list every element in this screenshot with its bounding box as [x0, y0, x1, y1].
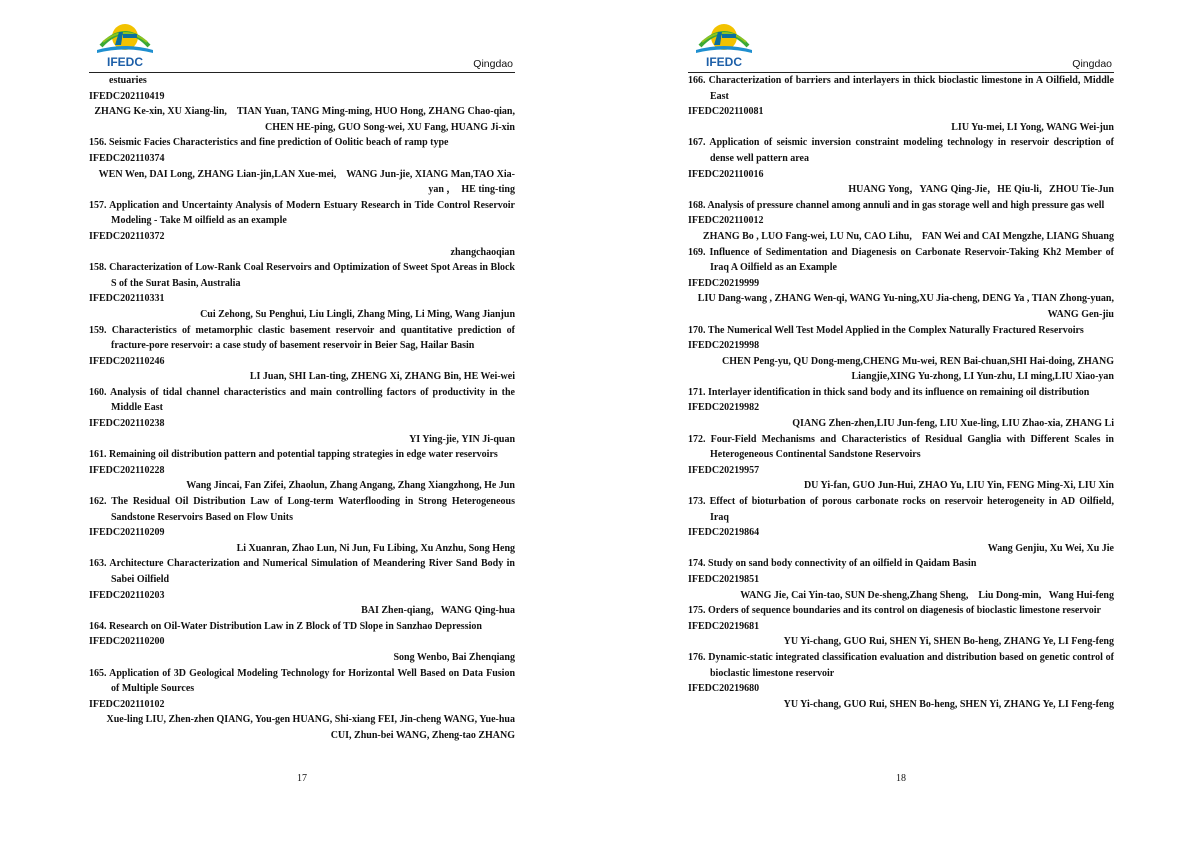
- paper-entry: [89, 494, 515, 556]
- paper-authors: LIU Yu-mei, LI Yong, WANG Wei-jun: [951, 121, 1114, 133]
- paper-title: 170. The Numerical Well Test Model Applied in the Complex Naturally Fractured Reservoirs: [688, 324, 1084, 336]
- header-city: Qingdao: [473, 58, 513, 70]
- continued-title-line: estuaries: [109, 75, 147, 86]
- paper-authors: DU Yi-fan, GUO Jun-Hui, ZHAO Yu, LIU Yin, FENG Ming-Xi, LIU Xin: [803, 480, 1114, 492]
- paper-entry: [89, 447, 515, 494]
- paper-title: 175. Orders of sequence boundaries and its control on diagenesis of bioclastic limestone reservoir: [688, 605, 1101, 617]
- paper-entry: [688, 385, 1114, 432]
- paper-list: [688, 73, 1114, 712]
- paper-code: IFEDC20219998: [688, 340, 760, 352]
- paper-title: 169. Influence of Sedimentation and Diagenesis on Carbonate Reservoir-Taking Kh2 Member of Iraq A Oilfield as an Example: [688, 246, 1114, 274]
- paper-authors: Xue-ling LIU, Zhen-zhen QIANG, You-gen HUANG, Shi-xiang FEI, Jin-cheng WANG, Yue-hua CUI, Zhun-bei WANG, Zheng-tao ZHANG: [106, 714, 515, 741]
- ifedc-logo: [93, 18, 157, 70]
- page-number: 17: [297, 773, 307, 784]
- paper-code: IFEDC20219680: [688, 683, 760, 695]
- paper-title: 168. Analysis of pressure channel among annuli and in gas storage well and high pressure gas well: [688, 199, 1105, 211]
- paper-code: IFEDC202110246: [89, 355, 165, 367]
- paper-code: IFEDC202110419: [89, 90, 165, 102]
- paper-entry: [688, 73, 1114, 135]
- paper-title: 173. Effect of bioturbation of porous carbonate rocks on reservoir heterogeneity in AD Oilfield, Iraq: [688, 496, 1114, 523]
- paper-entry: [688, 198, 1114, 245]
- paper-title: 163. Architecture Characterization and Numerical Simulation of Meandering River Sand Body in Sabei Oilfield: [89, 558, 515, 585]
- paper-authors: YU Yi-chang, GUO Rui, SHEN Yi, SHEN Bo-heng, ZHANG Ye, LI Feng-feng: [783, 636, 1114, 648]
- paper-title: 159. Characteristics of metamorphic clastic basement reservoir and quantitative prediction of fracture-pore reservoir: a case study of basement reservoir in Beier Sag, Hailar Basin: [89, 324, 515, 352]
- header-city: Qingdao: [1072, 58, 1112, 70]
- paper-entry: [688, 650, 1114, 712]
- paper-entry: [688, 556, 1114, 603]
- paper-title: 160. Analysis of tidal channel characteristics and main controlling factors of productivity in the Middle East: [89, 386, 515, 414]
- right-page-content: [688, 73, 1114, 712]
- paper-entry: [688, 494, 1114, 556]
- paper-title: 172. Four-Field Mechanisms and Characteristics of Residual Ganglia with Different Scales in Heterogeneous Continental Sandstone Reservoirs: [688, 433, 1114, 461]
- paper-title: 161. Remaining oil distribution pattern and potential tapping strategies in edge water reservoirs: [89, 449, 498, 461]
- paper-code: IFEDC202110102: [89, 698, 165, 710]
- paper-authors: WANG Jie, Cai Yin-tao, SUN De-sheng,Zhang Sheng, Liu Dong-min, Wang Hui-feng: [740, 589, 1114, 601]
- paper-authors: ZHANG Ke-xin, XU Xiang-lin, TIAN Yuan, TANG Ming-ming, HUO Hong, ZHANG Chao-qian, CHEN HE-ping, GUO Song-wei, XU Fang, HUANG Ji-xin: [94, 106, 515, 133]
- paper-code: IFEDC202110209: [89, 527, 165, 539]
- paper-list: [89, 135, 515, 743]
- paper-title: 162. The Residual Oil Distribution Law of Long-term Waterflooding in Strong Heterogeneous Sandstone Reservoirs Based on Flow Units: [89, 496, 515, 523]
- paper-entry: [688, 432, 1114, 494]
- paper-title: 158. Characterization of Low-Rank Coal Reservoirs and Optimization of Sweet Spot Areas in Block S of the Surat Basin, Australia: [89, 262, 515, 289]
- paper-code: IFEDC20219982: [688, 402, 760, 414]
- paper-code: IFEDC202110238: [89, 418, 165, 430]
- paper-title: 171. Interlayer identification in thick sand body and its influence on remaining oil distribution: [688, 386, 1090, 398]
- paper-authors: LIU Dang-wang , ZHANG Wen-qi, WANG Yu-ning,XU Jia-cheng, DENG Ya , TIAN Zhong-yuan, WANG Gen-jiu: [697, 293, 1114, 320]
- paper-code: IFEDC20219957: [688, 464, 760, 476]
- paper-authors: Song Wenbo, Bai Zhenqiang: [393, 651, 515, 663]
- paper-authors: LI Juan, SHI Lan-ting, ZHENG Xi, ZHANG Bin, HE Wei-wei: [249, 371, 515, 383]
- paper-entry: [89, 135, 515, 197]
- paper-code: IFEDC202110081: [688, 106, 764, 118]
- page-number: 18: [896, 773, 906, 784]
- lead-block: [89, 73, 515, 135]
- paper-authors: YU Yi-chang, GUO Rui, SHEN Bo-heng, SHEN Yi, ZHANG Ye, LI Feng-feng: [783, 698, 1114, 710]
- left-page: [89, 0, 515, 842]
- paper-authors: Li Xuanran, Zhao Lun, Ni Jun, Fu Libing, Xu Anzhu, Song Heng: [236, 542, 515, 554]
- paper-title: 157. Application and Uncertainty Analysis of Modern Estuary Research in Tide Control Reservoir Modeling - Take M oilfield as an example: [89, 199, 515, 227]
- paper-code: IFEDC202110331: [89, 293, 165, 305]
- paper-authors: QIANG Zhen-zhen,LIU Jun-feng, LIU Xue-ling, LIU Zhao-xia, ZHANG Li: [792, 418, 1114, 430]
- paper-entry: [89, 619, 515, 666]
- paper-entry: [89, 666, 515, 744]
- paper-authors: zhangchaoqian: [450, 246, 515, 258]
- page-header: [89, 18, 515, 72]
- right-page: [688, 0, 1114, 842]
- paper-code: IFEDC202110203: [89, 589, 165, 601]
- paper-entry: [89, 323, 515, 385]
- paper-entry: [89, 385, 515, 447]
- paper-title: 164. Research on Oil-Water Distribution Law in Z Block of TD Slope in Sanzhao Depression: [89, 620, 482, 632]
- paper-code: IFEDC202110200: [89, 636, 165, 648]
- paper-authors: YI Ying-jie, YIN Ji-quan: [409, 433, 515, 445]
- paper-entry: [688, 603, 1114, 650]
- paper-entry: [89, 260, 515, 322]
- paper-entry: [688, 135, 1114, 197]
- paper-title: 174. Study on sand body connectivity of an oilfield in Qaidam Basin: [688, 558, 977, 570]
- paper-code: IFEDC20219681: [688, 620, 760, 632]
- paper-code: IFEDC20219999: [688, 277, 760, 289]
- paper-title: 156. Seismic Facies Characteristics and fine prediction of Oolitic beach of ramp type: [89, 137, 449, 149]
- paper-title: 167. Application of seismic inversion constraint modeling technology in reservoir description of dense well pattern area: [688, 137, 1114, 164]
- paper-code: IFEDC202110372: [89, 230, 165, 242]
- paper-authors: Wang Genjiu, Xu Wei, Xu Jie: [987, 542, 1114, 554]
- paper-code: IFEDC202110374: [89, 152, 165, 164]
- paper-authors: WEN Wen, DAI Long, ZHANG Lian-jin,LAN Xue-mei, WANG Jun-jie, XIANG Man,TAO Xia-yan ， HE ting-ting: [98, 168, 515, 196]
- paper-code: IFEDC202110012: [688, 215, 764, 227]
- paper-title: 176. Dynamic-static integrated classification evaluation and distribution based on genetic control of bioclastic limestone reservoir: [688, 651, 1114, 679]
- paper-authors: HUANG Yong，YANG Qing-Jie，HE Qiu-li，ZHOU Tie-Jun: [848, 184, 1114, 196]
- paper-code: IFEDC20219864: [688, 527, 760, 539]
- paper-authors: Wang Jincai, Fan Zifei, Zhaolun, Zhang Angang, Zhang Xiangzhong, He Jun: [186, 480, 515, 492]
- paper-code: IFEDC20219851: [688, 574, 760, 585]
- paper-title: 166. Characterization of barriers and interlayers in thick bioclastic limestone in A Oilfield, Middle East: [688, 75, 1114, 102]
- svg-text:IFEDC: IFEDC: [706, 55, 742, 69]
- svg-text:IFEDC: IFEDC: [107, 55, 143, 69]
- paper-title: 165. Application of 3D Geological Modeling Technology for Horizontal Well Based on Data Fusion of Multiple Sources: [89, 667, 515, 695]
- paper-authors: ZHANG Bo , LUO Fang-wei, LU Nu, CAO Lihu, FAN Wei and CAI Mengzhe, LIANG Shuang: [702, 230, 1114, 242]
- paper-authors: BAI Zhen-qiang，WANG Qing-hua: [361, 605, 515, 617]
- paper-entry: [688, 245, 1114, 323]
- paper-authors: CHEN Peng-yu, QU Dong-meng,CHENG Mu-wei, REN Bai-chuan,SHI Hai-doing, ZHANG Liangjie,XING Yu-zhong, LI Yun-zhu, LI ming,LIU Xiao-yan: [722, 355, 1114, 383]
- paper-entry: [89, 198, 515, 260]
- paper-authors: Cui Zehong, Su Penghui, Liu Lingli, Zhang Ming, Li Ming, Wang Jianjun: [200, 308, 515, 320]
- left-page-content: [89, 73, 515, 744]
- ifedc-logo: [692, 18, 756, 70]
- paper-code: IFEDC202110016: [688, 168, 764, 180]
- paper-code: IFEDC202110228: [89, 464, 165, 476]
- paper-entry: [89, 556, 515, 618]
- paper-entry: [688, 323, 1114, 385]
- page-header: [688, 18, 1114, 72]
